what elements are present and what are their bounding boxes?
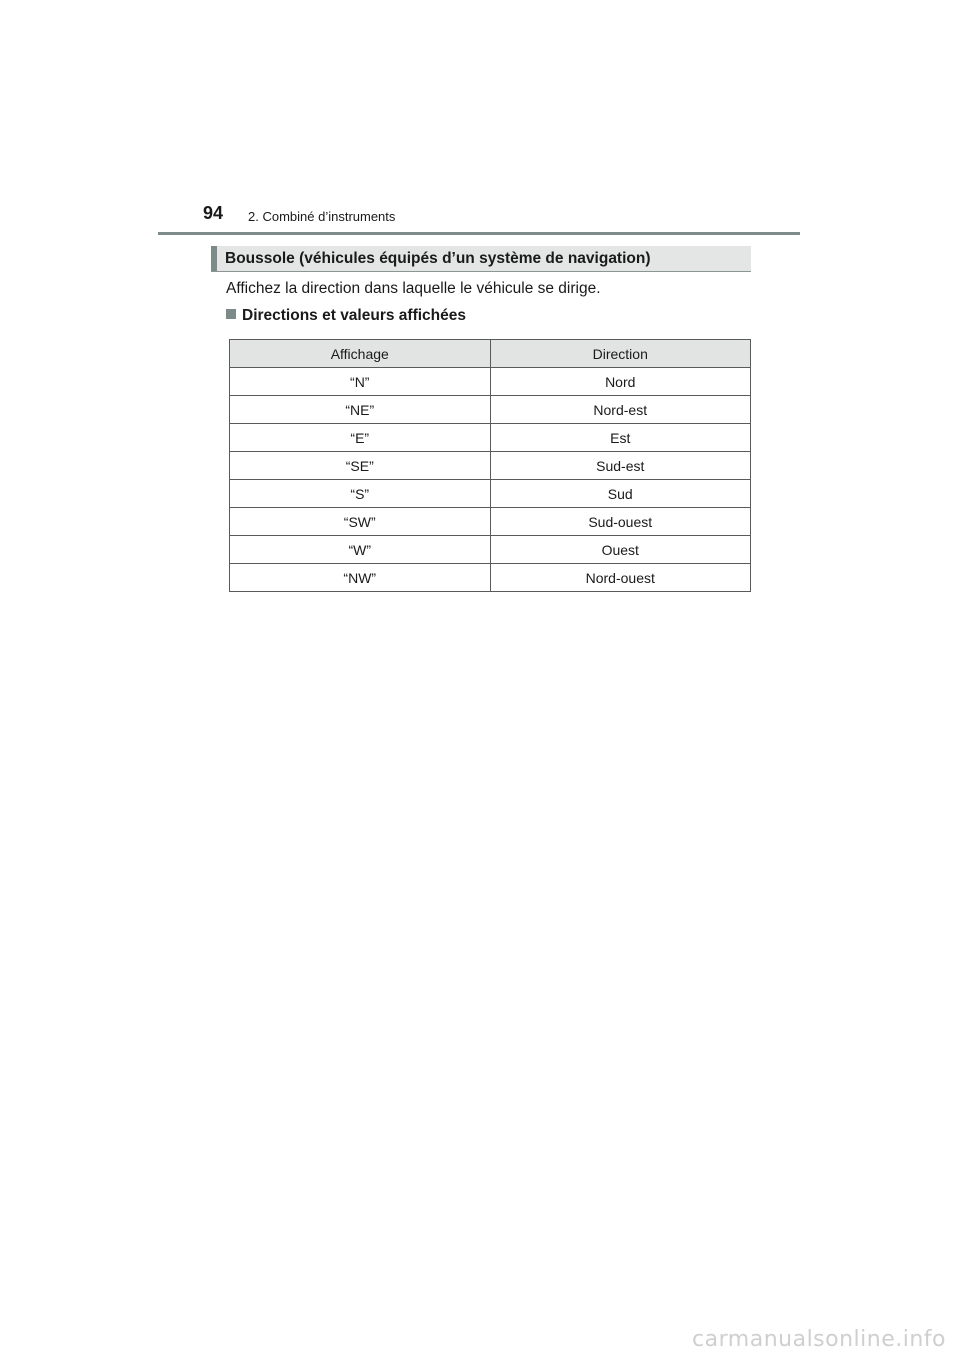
- section-title: Boussole (véhicules équipés d’un système de navigation): [225, 250, 651, 267]
- display-cell: “SE”: [230, 452, 491, 480]
- directions-table: [229, 339, 751, 592]
- display-cell: “NE”: [230, 396, 491, 424]
- subheading-text: Directions et valeurs affichées: [242, 307, 466, 324]
- direction-cell: Ouest: [490, 536, 751, 564]
- display-cell: “W”: [230, 536, 491, 564]
- table-header-row: [230, 340, 751, 368]
- page-number: 94: [203, 203, 224, 223]
- header-rule: [158, 232, 800, 235]
- intro-paragraph: Affichez la direction dans laquelle le véhicule se dirige.: [226, 280, 601, 297]
- display-cell: “S”: [230, 480, 491, 508]
- direction-cell: Sud: [490, 480, 751, 508]
- direction-cell: Sud-ouest: [490, 508, 751, 536]
- display-cell: “NW”: [230, 564, 491, 592]
- table-row: [230, 452, 751, 480]
- table-row: [230, 368, 751, 396]
- direction-cell: Nord-est: [490, 396, 751, 424]
- display-cell: “N”: [230, 368, 491, 396]
- square-bullet-icon: [226, 309, 236, 319]
- table-row: [230, 424, 751, 452]
- column-header: Direction: [490, 340, 751, 368]
- direction-cell: Nord-ouest: [490, 564, 751, 592]
- direction-cell: Nord: [490, 368, 751, 396]
- table-row: [230, 396, 751, 424]
- column-header: Affichage: [230, 340, 491, 368]
- direction-cell: Sud-est: [490, 452, 751, 480]
- display-cell: “E”: [230, 424, 491, 452]
- display-cell: “SW”: [230, 508, 491, 536]
- table-row: [230, 536, 751, 564]
- subheading: [226, 307, 466, 325]
- watermark-logo: carmanualsonline.info: [692, 1327, 946, 1352]
- table-row: [230, 564, 751, 592]
- table-row: [230, 508, 751, 536]
- chapter-title: 2. Combiné d’instruments: [248, 209, 396, 224]
- section-heading-bar: [211, 246, 751, 272]
- table-row: [230, 480, 751, 508]
- section-accent: [211, 246, 217, 271]
- direction-cell: Est: [490, 424, 751, 452]
